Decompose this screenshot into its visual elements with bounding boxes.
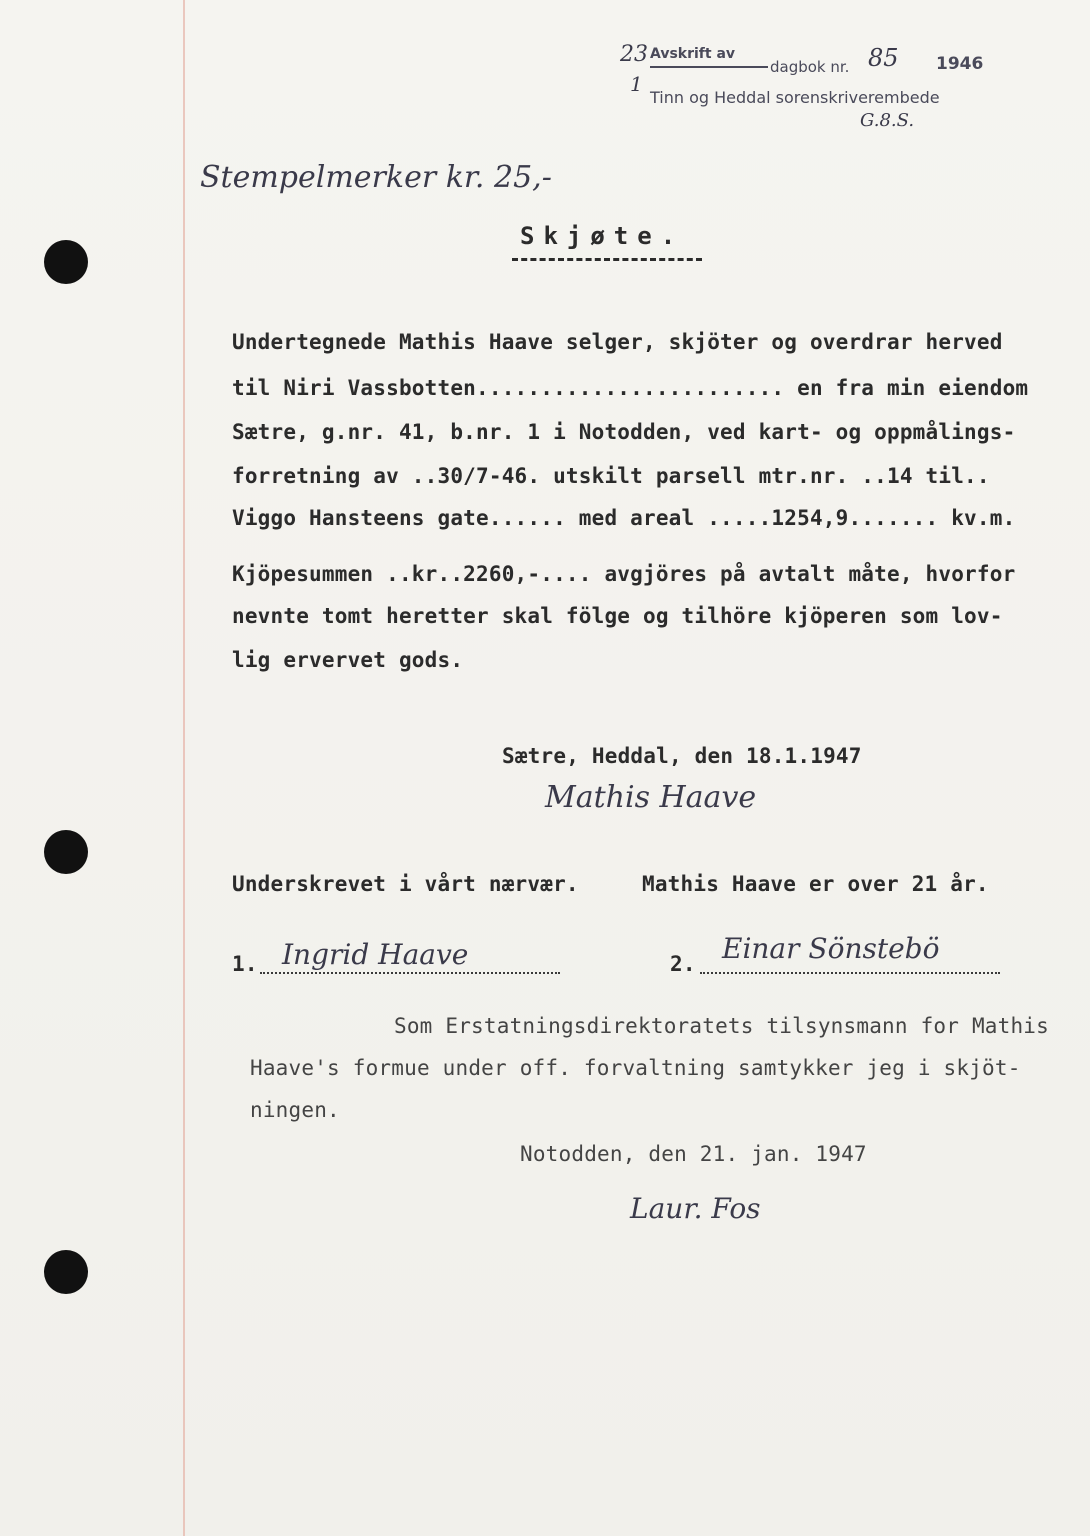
stamp-fee-note: Stempelmerker kr. 25,- xyxy=(200,160,552,195)
stamp-strikethrough xyxy=(650,66,768,68)
body-line: Viggo Hansteens gate...... med areal .....1254,9....... kv.m. xyxy=(232,506,1016,530)
punch-hole-bottom xyxy=(44,1250,88,1294)
witness-1-number: 1. xyxy=(232,952,258,976)
consent-place-date: Notodden, den 21. jan. 1947 xyxy=(520,1142,867,1166)
punch-hole-middle xyxy=(44,830,88,874)
stamp-avskrift: Avskrift av xyxy=(650,46,736,62)
body-line: Sætre, g.nr. 41, b.nr. 1 i Notodden, ved kart- og oppmålings- xyxy=(232,420,1016,444)
stamp-dagbok-label: dagbok nr. xyxy=(770,58,850,76)
witness-1-signature: Ingrid Haave xyxy=(282,938,469,971)
place-date: Sætre, Heddal, den 18.1.1947 xyxy=(502,744,862,768)
stamp-dagbok-number: 85 xyxy=(868,44,899,72)
body-line: forretning av ..30/7-46. utskilt parsell mtr.nr. ..14 til.. xyxy=(232,464,990,488)
officer-signature: Laur. Fos xyxy=(630,1192,761,1225)
body-line: nevnte tomt heretter skal fölge og tilhöre kjöperen som lov- xyxy=(232,604,1003,628)
witness-statement: Underskrevet i vårt nærvær. xyxy=(232,872,579,896)
body-line: Kjöpesummen ..kr..2260,-.... avgjöres på avtalt måte, hvorfor xyxy=(232,562,1016,586)
stamp-initials: G.8.S. xyxy=(860,110,915,131)
body-line: til Niri Vassbotten........................ en fra min eiendom xyxy=(232,376,1029,400)
margin-line xyxy=(183,0,185,1536)
consent-line: Som Erstatningsdirektoratets tilsynsmann for Mathis xyxy=(394,1014,1049,1038)
witness-1-signature-line xyxy=(260,972,560,974)
seller-signature: Mathis Haave xyxy=(545,780,757,815)
stamp-number-top: 23 xyxy=(620,42,648,67)
punch-hole-top xyxy=(44,240,88,284)
body-line: Undertegnede Mathis Haave selger, skjöter og overdrar herved xyxy=(232,330,1003,354)
witness-2-signature: Einar Sönstebö xyxy=(722,932,940,965)
title-underline xyxy=(512,258,702,261)
body-line: lig ervervet gods. xyxy=(232,648,464,672)
witness-2-signature-line xyxy=(700,972,1000,974)
age-statement: Mathis Haave er over 21 år. xyxy=(642,872,989,896)
consent-line: Haave's formue under off. forvaltning samtykker jeg i skjöt- xyxy=(250,1056,1021,1080)
consent-line: ningen. xyxy=(250,1098,340,1122)
stamp-number-bottom: 1 xyxy=(630,72,643,96)
stamp-office: Tinn og Heddal sorenskriverembede xyxy=(650,88,940,107)
stamp-year: 1946 xyxy=(936,54,984,74)
witness-2-number: 2. xyxy=(670,952,696,976)
document-title: Skjøte. xyxy=(520,222,685,250)
